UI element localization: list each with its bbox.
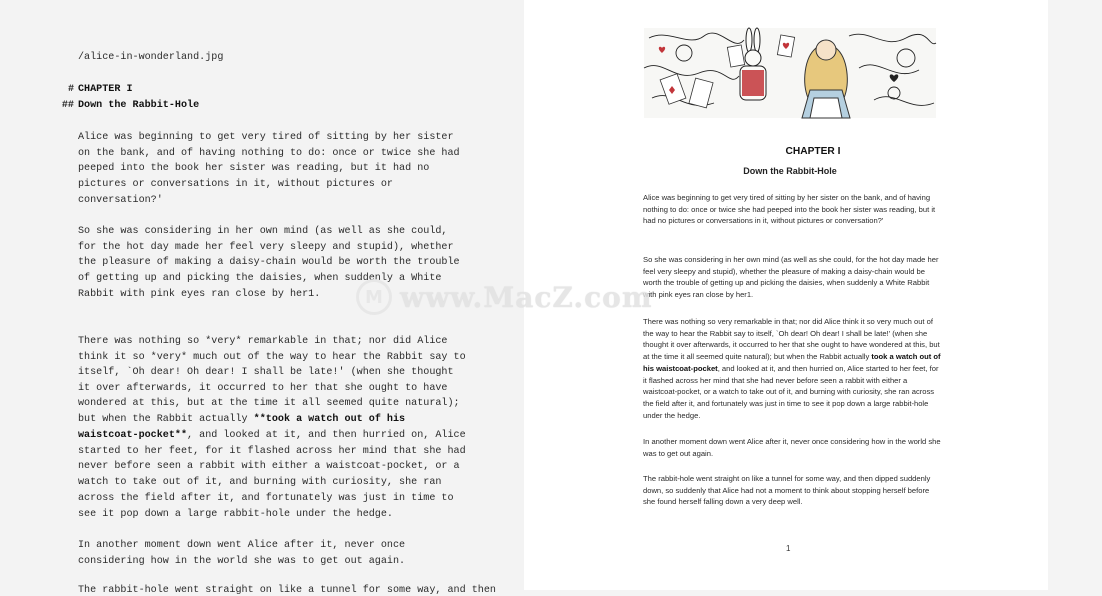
preview-paragraph-1: Alice was beginning to get very tired of sitting by her sister on the bank, and of having nothing to do: once or twice she had peeped into the book her sister was reading, but it had no pictures or conversations in it, without pictures or conversation?': [643, 193, 936, 226]
watermark-text: www.MacZ.com: [400, 280, 653, 314]
text-line: peeped into the book her sister was reading, but it had no: [78, 163, 430, 174]
text-span: but when the Rabbit actually: [78, 414, 254, 425]
image-reference: /alice-in-wonderland.jpg: [78, 52, 224, 63]
text-line: think it so *very* much out of the way to hear the Rabbit say to: [78, 352, 466, 363]
text-line: itself, `Oh dear! Oh dear! I shall be late!' (when she thought: [78, 367, 454, 378]
bold-text: waistcoat-pocket**: [78, 430, 188, 441]
text-line: it over afterwards, it occurred to her that she ought to have: [78, 383, 448, 394]
text-span: , and looked at it, and then hurried on, Alice: [187, 430, 466, 441]
alice-illustration: [644, 28, 936, 118]
text-line: see it pop down a large rabbit-hole under the hedge.: [78, 509, 393, 520]
text-line: conversation?': [78, 195, 163, 206]
text-span: , and looked at it, and then hurried on, Alice started to her feet, for it flashed across her mind that she had never before seen a rabbit with either a waistcoat-pocket, or a watch to take out of it, and burning with curiosity, she ran across the field after it, and fortunately was just in time to see it pop down a large rabbit-hole under the hedge.: [643, 363, 939, 420]
text-line: of getting up and picking the daisies, when suddenly a White: [78, 273, 442, 284]
text-line: watch to take out of it, and burning with curiosity, she ran: [78, 477, 442, 488]
text-line: on the bank, and of having nothing to do: once or twice she had: [78, 148, 460, 159]
text-line: In another moment down went Alice after it, never once: [78, 540, 406, 551]
chapter-subheading: Down the Rabbit-Hole: [78, 100, 200, 111]
text-line: [78, 414, 405, 425]
preview-paragraph-3: [643, 316, 943, 421]
chapter-heading: CHAPTER I: [78, 84, 133, 95]
text-line: across the field after it, and fortunately was just in time to: [78, 493, 454, 504]
text-line: [78, 430, 466, 441]
page-number: 1: [786, 544, 791, 553]
preview-paragraph-5: The rabbit-hole went straight on like a tunnel for some way, and then dipped suddenly down, so suddenly that Alice had not a moment to think about stopping herself before she found herself falling down a very deep well.: [643, 474, 931, 507]
markdown-editor[interactable]: [0, 0, 524, 596]
h2-marker: ##: [61, 100, 74, 111]
preview-paragraph-2: So she was considering in her own mind (as well as she could, for the hot day made her feel very sleepy and stupid), whether the pleasure of making a daisy-chain would be worth the trouble of getting up and picking the daisies, when suddenly a White Rabbit with pink eyes ran close by her1.: [643, 255, 939, 300]
preview-paragraph-4: In another moment down went Alice after it, never once considering how in the world she was to get out again.: [643, 437, 941, 458]
text-line: never before seen a rabbit with either a waistcoat-pocket, or a: [78, 461, 460, 472]
text-line: wondered at this, but at the time it all seemed quite natural);: [78, 398, 460, 409]
text-line: Rabbit with pink eyes ran close by her1.: [78, 289, 321, 300]
text-line: Alice was beginning to get very tired of sitting by her sister: [78, 132, 454, 143]
text-line: the pleasure of making a daisy-chain would be worth the trouble: [78, 257, 460, 268]
logo-letter: M: [365, 286, 383, 308]
text-line: So she was considering in her own mind (as well as she could,: [78, 226, 448, 237]
text-line: considering how in the world she was to get out again.: [78, 556, 406, 567]
text-line: pictures or conversations in it, without pictures or: [78, 179, 393, 190]
bold-text: **took a watch out of his: [253, 414, 406, 425]
text-line: for the hot day made her feel very sleepy and stupid), whether: [78, 242, 454, 253]
h1-marker: #: [67, 84, 74, 95]
preview-chapter-heading: CHAPTER I: [785, 146, 841, 157]
text-span: There was nothing so very remarkable in that; nor did Alice think it so very much out of the way to hear the Rabbit say to itself, `Oh dear! Oh dear! I shall be late!' (when she thought it over afterwards, it occurred to her that she ought to have wondered at this, but at the time it all seemed quite natural); but when the Rabbit actually: [643, 317, 940, 362]
rendered-preview[interactable]: [524, 0, 1048, 590]
text-line: There was nothing so *very* remarkable in that; nor did Alice: [78, 336, 448, 347]
preview-chapter-subheading: Down the Rabbit-Hole: [743, 166, 837, 176]
text-line: started to her feet, for it flashed across her mind that she had: [78, 446, 466, 457]
editor-paragraph-5-partial: The rabbit-hole went straight on like a tunnel for some way, and then: [78, 585, 496, 596]
bold-text: took a watch out of his waistcoat-pocket: [643, 352, 941, 373]
